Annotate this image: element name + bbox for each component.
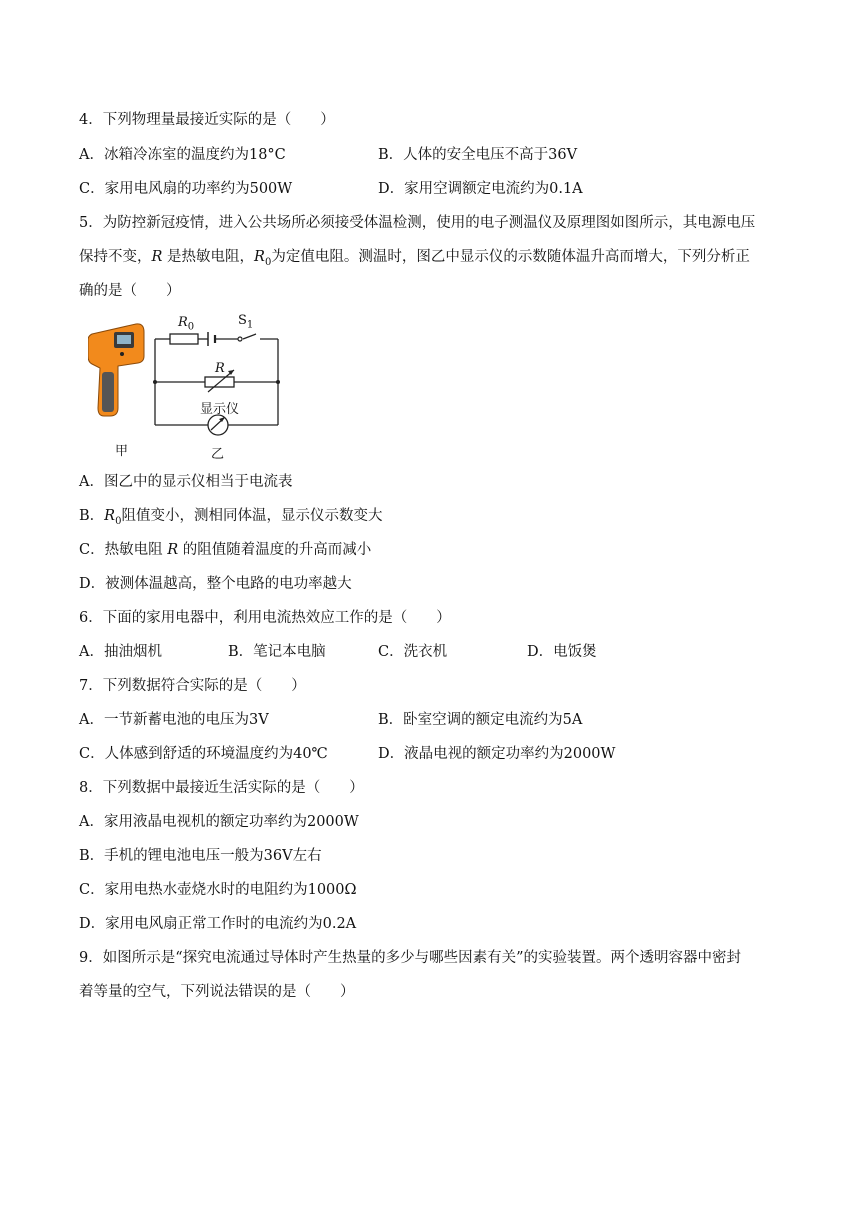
- label-jia: 甲: [115, 444, 129, 459]
- label-display: 显示仪: [200, 402, 240, 417]
- thermometer-gun-icon: [88, 324, 144, 416]
- q7-option-c: C．人体感到舒适的环境温度约为40℃: [79, 746, 328, 762]
- q7-option-b: B．卧室空调的额定电流约为5A: [378, 712, 583, 728]
- display-meter-icon: [208, 415, 228, 435]
- q5-stem-line2: 保持不变，R 是热敏电阻，$R_0$为定值电阻。测温时，图乙中显示仪的示数随体温升高而增大，下列分析正: [79, 249, 750, 268]
- resistor-r0: [170, 334, 198, 344]
- label-s1: $S_1$: [238, 313, 254, 331]
- switch-contact: [238, 337, 242, 341]
- q6-stem: 6．下面的家用电器中，利用电流热效应工作的是（ ）: [79, 610, 451, 626]
- q5-option-c: C．热敏电阻 R 的阻值随着温度的升高而减小: [79, 542, 372, 558]
- q6-option-b: B．笔记本电脑: [228, 644, 326, 660]
- q5-stem-line1: 5．为防控新冠疫情，进入公共场所必须接受体温检测，使用的电子测温仪及原理图如图所示，其电源电压: [79, 215, 756, 231]
- q9-stem-line1: 9．如图所示是“探究电流通过导体时产生热量的多少与哪些因素有关”的实验装置。两个透明容器中密封: [79, 950, 742, 966]
- label-r0: $R_0$: [178, 315, 195, 333]
- q6-option-c: C．洗衣机: [378, 644, 448, 660]
- q8-option-d: D．家用电风扇正常工作时的电流约为0.2A: [79, 916, 357, 932]
- q5-option-b: B．$R_0$阻值变小，测相同体温，显示仪示数变大: [79, 508, 383, 527]
- q7-option-a: A．一节新蓄电池的电压为3V: [79, 712, 269, 728]
- q6-option-a: A．抽油烟机: [79, 644, 162, 660]
- q7-option-d: D．液晶电视的额定功率约为2000W: [378, 746, 616, 762]
- q8-stem: 8．下列数据中最接近生活实际的是（ ）: [79, 780, 364, 796]
- q5-figure: [88, 312, 288, 462]
- q5-option-a: A．图乙中的显示仪相当于电流表: [79, 474, 293, 490]
- q6-option-d: D．电饭煲: [527, 644, 597, 660]
- q8-option-b: B．手机的锂电池电压一般为36V左右: [79, 848, 322, 864]
- q4-option-d: D．家用空调额定电流约为0.1A: [378, 181, 583, 197]
- q5-stem-line3: 确的是（ ）: [79, 283, 181, 299]
- label-r: R: [215, 361, 225, 376]
- q8-option-a: A．家用液晶电视机的额定功率约为2000W: [79, 814, 359, 830]
- q8-option-c: C．家用电热水壶烧水时的电阻约为1000Ω: [79, 882, 357, 898]
- q9-stem-line2: 着等量的空气，下列说法错误的是（ ）: [79, 984, 355, 1000]
- q4-option-b: B．人体的安全电压不高于36V: [378, 147, 578, 163]
- q4-option-a: A．冰箱冷冻室的温度约为18°C: [79, 147, 286, 163]
- label-yi: 乙: [211, 447, 225, 462]
- q5-option-d: D．被测体温越高，整个电路的电功率越大: [79, 576, 352, 592]
- q4-option-c: C．家用电风扇的功率约为500W: [79, 181, 293, 197]
- q7-stem: 7．下列数据符合实际的是（ ）: [79, 678, 306, 694]
- q4-stem: 4．下列物理量最接近实际的是（ ）: [79, 112, 335, 128]
